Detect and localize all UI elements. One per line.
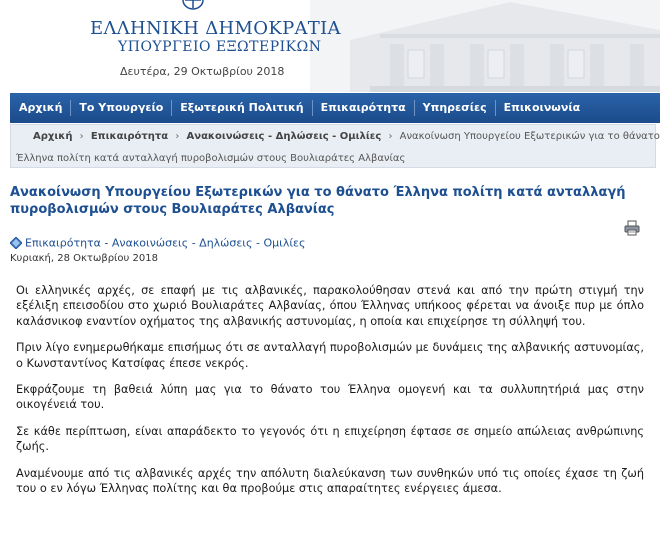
- article-paragraph: Σε κάθε περίπτωση, είναι απαράδεκτο το γεγονός ότι η επιχείρηση έφτασε σε σημείο απώλειας ανθρώπινης ζωής.: [16, 424, 644, 454]
- breadcrumb-current: Ανακοίνωση Υπουργείου Εξωτερικών για το θάνατο: [399, 131, 660, 142]
- article-category-link[interactable]: Επικαιρότητα - Ανακοινώσεις - Δηλώσεις - Ομιλίες: [25, 236, 306, 250]
- article-paragraph: Εκφράζουμε τη βαθειά λύπη μας για το θάνατο του Έλληνα ομογενή και τα συλλυπητήριά μας στην οικογένειά του.: [16, 383, 644, 412]
- site-title: ΕΛΛΗΝΙΚΗ ΔΗΜΟΚΡΑΤΙΑ: [90, 18, 341, 39]
- nav-item-news[interactable]: Επικαιρότητα: [313, 100, 415, 116]
- nav-item-ministry[interactable]: Το Υπουργείο: [71, 100, 172, 116]
- nav-item-contact[interactable]: Επικοινωνία: [503, 101, 581, 114]
- breadcrumb-subsection-link[interactable]: Ανακοινώσεις - Δηλώσεις - Ομιλίες: [186, 131, 382, 142]
- site-header: [0, 0, 660, 92]
- article-body: [16, 283, 644, 507]
- current-date: Δευτέρα, 29 Οκτωβρίου 2018: [120, 65, 285, 78]
- main-navigation: [10, 93, 660, 123]
- article-paragraph: Οι ελληνικές αρχές, σε επαφή με τις αλβανικές, παρακολούθησαν στενά και από την πρώτη στιγμή την εξέλιξη επεισοδίου στο χωριό Βουλιαράτες Αλβανίας, όπου Έλληνας υπήκοος φέρεται να άνοιξε πυρ με όπλο καλάσνικοφ εναντίον οχήματος της αλβανικής αστυνομίας, η οποία και επιχείρησε τη σύλληψή του.: [16, 284, 644, 328]
- breadcrumb-home-link[interactable]: Αρχική: [33, 131, 73, 142]
- breadcrumb: [10, 124, 660, 168]
- breadcrumb-current-continued: Έλληνα πολίτη κατά ανταλλαγή πυροβολισμών στους Βουλιαράτες Αλβανίας: [16, 153, 406, 164]
- breadcrumb-separator: ›: [79, 131, 84, 142]
- nav-item-services[interactable]: Υπηρεσίες: [415, 100, 496, 116]
- article-paragraph: Πριν λίγο ενημερωθήκαμε επισήμως ότι σε ανταλλαγή πυροβολισμών με δυνάμεις της αλβανικής αστυνομίας, ο Κωνσταντίνος Κατσίφας έπεσε νεκρός.: [16, 341, 644, 370]
- building-facade-image: [310, 0, 660, 92]
- breadcrumb-section-link[interactable]: Επικαιρότητα: [90, 131, 169, 142]
- article-date: Κυριακή, 28 Οκτωβρίου 2018: [10, 253, 158, 264]
- breadcrumb-separator: ›: [388, 131, 393, 142]
- site-subtitle: ΥΠΟΥΡΓΕΙΟ ΕΞΩΤΕΡΙΚΩΝ: [118, 39, 322, 55]
- breadcrumb-separator: ›: [175, 131, 180, 142]
- diamond-bullet-icon: [10, 237, 22, 249]
- article-paragraph: Αναμένουμε από τις αλβανικές αρχές την απόλυτη διαλεύκανση των συνθηκών υπό τις οποίες έχασε τη ζωή του ο εν λόγω Έλληνας πολίτης και θα προβούμε στις απαραίτητες ενέργειες άμεσα.: [16, 466, 644, 496]
- article-title: Ανακοίνωση Υπουργείου Εξωτερικών για το θάνατο Έλληνα πολίτη κατά ανταλλαγή πυροβολισμών στους Βουλιαράτες Αλβανίας: [10, 185, 626, 217]
- greek-emblem-icon: [180, 0, 206, 10]
- article-category: [10, 236, 305, 250]
- nav-item-foreign-policy[interactable]: Εξωτερική Πολιτική: [172, 100, 312, 116]
- nav-item-home[interactable]: Αρχική: [10, 100, 71, 116]
- print-icon[interactable]: [624, 220, 640, 236]
